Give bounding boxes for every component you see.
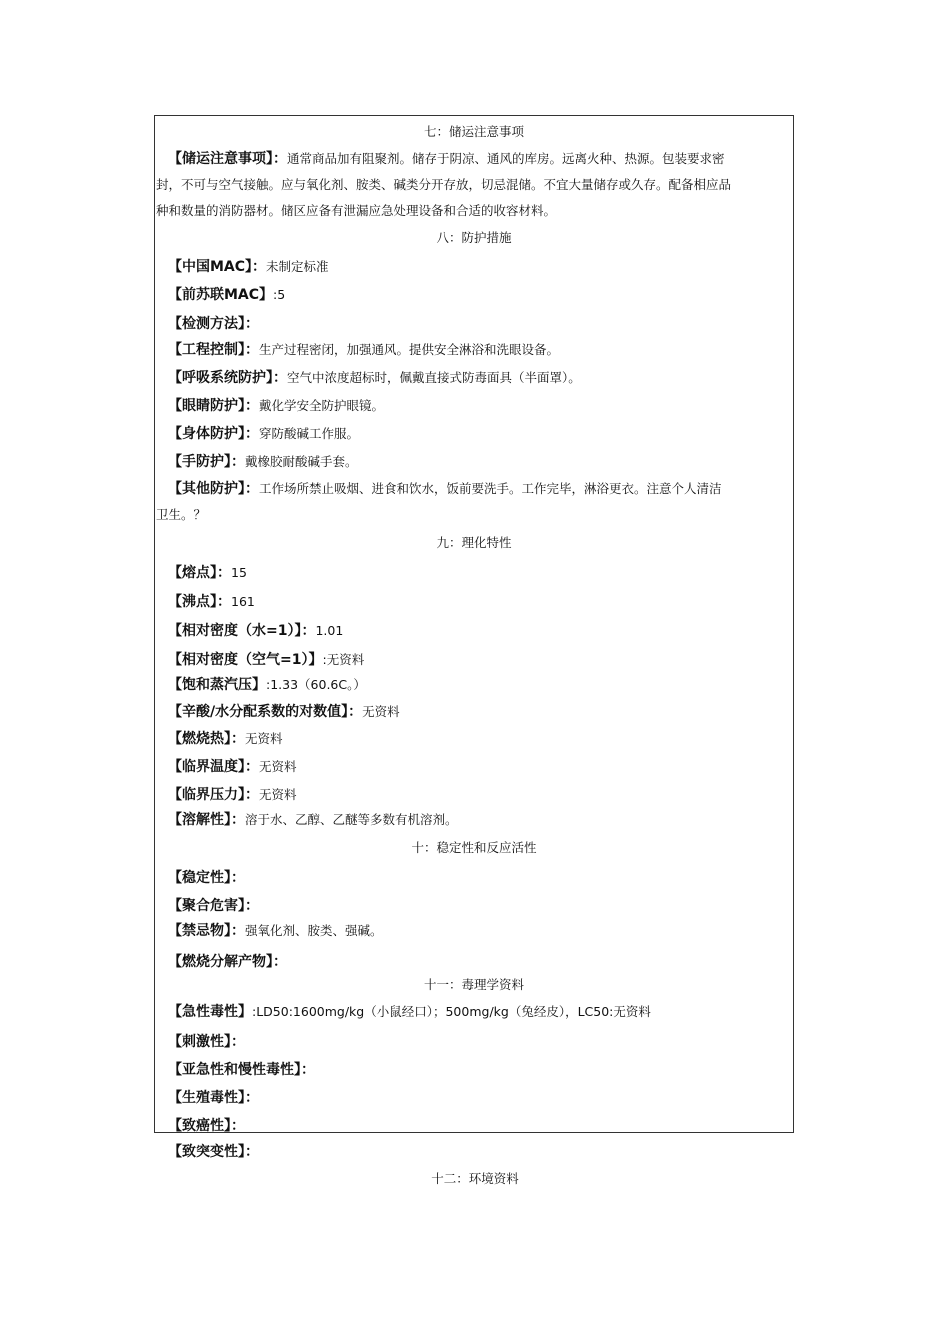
field-row [168, 259, 329, 275]
storage-paragraph [156, 146, 792, 224]
field-label: 【生殖毒性】： [168, 1090, 259, 1106]
field-label: 【相对密度（空气=1）】 [168, 652, 323, 668]
field-label: 【检测方法】： [168, 316, 259, 332]
storage-text-1: 通常商品加有阻聚剂。储存于阴凉、通风的库房。远离火种、热源。包装要求密 [287, 151, 725, 166]
field-label: 【禁忌物】： [168, 923, 245, 939]
field-label: 【聚合危害】： [168, 898, 259, 914]
field-label: 【前苏联MAC】 [168, 287, 274, 303]
field-row [168, 1090, 259, 1106]
field-value: :5 [273, 287, 286, 302]
field-row [168, 594, 255, 610]
section-heading-protection: 八：防护措施 [436, 230, 512, 245]
field-value: 无资料 [259, 787, 297, 802]
field-label: 【辛酸/水分配系数的对数值】： [168, 704, 363, 720]
field-row [168, 923, 383, 939]
field-value: 161 [231, 594, 255, 609]
section-heading-stability: 十：稳定性和反应活性 [411, 840, 537, 855]
field-row [168, 426, 359, 442]
field-row [168, 1144, 259, 1160]
field-value: 无资料 [245, 731, 283, 746]
field-value: 穿防酸碱工作服。 [259, 426, 360, 441]
field-row [168, 787, 297, 803]
field-label: 【工程控制】： [168, 342, 259, 358]
field-row [168, 370, 581, 386]
field-label: 【燃烧分解产物】： [168, 954, 287, 970]
field-row [168, 1062, 315, 1078]
field-row [168, 316, 259, 332]
field-label: 【急性毒性】 [168, 1004, 252, 1020]
field-row [168, 812, 458, 828]
field-label: 【眼睛防护】： [168, 398, 259, 414]
field-label: 【手防护】： [168, 454, 245, 470]
field-label: 【致突变性】： [168, 1144, 259, 1160]
field-value: :无资料 [322, 652, 365, 667]
field-value: 生产过程密闭，加强通风。提供安全淋浴和洗眼设备。 [259, 342, 560, 357]
field-row [168, 677, 366, 693]
field-row [168, 898, 259, 914]
field-row [168, 565, 247, 581]
field-value: 1.01 [315, 623, 344, 638]
field-label: 【临界压力】： [168, 787, 259, 803]
other-protection-paragraph [156, 476, 792, 528]
field-value: 无资料 [362, 704, 400, 719]
field-label: 【刺激性】： [168, 1034, 245, 1050]
field-value: 空气中浓度超标时，佩戴直接式防毒面具（半面罩）。 [287, 370, 581, 385]
field-value: 戴橡胶耐酸碱手套。 [245, 454, 358, 469]
field-label: 【身体防护】： [168, 426, 259, 442]
storage-label: 【储运注意事项】： [168, 151, 287, 167]
field-label: 【临界温度】： [168, 759, 259, 775]
field-label: 【亚急性和慢性毒性】： [168, 1062, 315, 1078]
field-value: 溶于水、乙醇、乙醚等多数有机溶剂。 [245, 812, 458, 827]
field-value: 强氧化剂、胺类、强碱。 [245, 923, 383, 938]
field-row [168, 623, 343, 639]
field-value: 工作场所禁止吸烟、进食和饮水，饭前要洗手。工作完毕，淋浴更衣。注意个人清洁 [259, 481, 722, 496]
field-row [168, 954, 287, 970]
field-label: 【饱和蒸汽压】 [168, 677, 266, 693]
field-row [168, 652, 364, 668]
field-label: 【溶解性】： [168, 812, 245, 828]
field-label: 【中国MAC】： [168, 259, 267, 275]
field-value: 戴化学安全防护眼镜。 [259, 398, 385, 413]
storage-text-3: 种和数量的消防器材。储区应备有泄漏应急处理设备和合适的收容材料。 [156, 203, 557, 218]
field-row [168, 1118, 245, 1134]
field-row [168, 870, 245, 886]
field-value: 未制定标准 [266, 259, 329, 274]
section-heading-physical: 九：理化特性 [436, 535, 512, 550]
field-value: 15 [231, 565, 247, 580]
field-row [168, 398, 384, 414]
section-heading-toxicology: 十一：毒理学资料 [423, 977, 524, 992]
field-row [168, 1004, 651, 1020]
field-value: 卫生。？ [156, 507, 207, 522]
field-row [168, 454, 358, 470]
section-heading-environment: 十二：环境资料 [431, 1171, 519, 1186]
section-heading-storage: 七：储运注意事项 [423, 124, 524, 139]
field-label: 【其他防护】： [168, 481, 259, 497]
field-row [168, 731, 283, 747]
field-label: 【稳定性】： [168, 870, 245, 886]
field-label: 【相对密度（水=1）】： [168, 623, 316, 639]
field-label: 【燃烧热】： [168, 731, 245, 747]
field-row [168, 342, 559, 358]
field-value: :1.33（60.6C。） [266, 677, 366, 692]
field-row [168, 704, 400, 720]
field-label: 【沸点】： [168, 594, 231, 610]
field-row [168, 287, 285, 303]
field-label: 【呼吸系统防护】： [168, 370, 287, 386]
field-label: 【致癌性】： [168, 1118, 245, 1134]
field-value: :LD50:1600mg/kg（小鼠经口）；500mg/kg（兔经皮），LC50:无资料 [252, 1004, 651, 1019]
storage-text-2: 封，不可与空气接触。应与氧化剂、胺类、碱类分开存放，切忌混储。不宜大量储存或久存。配备相应品 [156, 177, 732, 192]
field-row [168, 759, 297, 775]
field-label: 【熔点】： [168, 565, 231, 581]
field-value: 无资料 [259, 759, 297, 774]
field-row [168, 1034, 245, 1050]
